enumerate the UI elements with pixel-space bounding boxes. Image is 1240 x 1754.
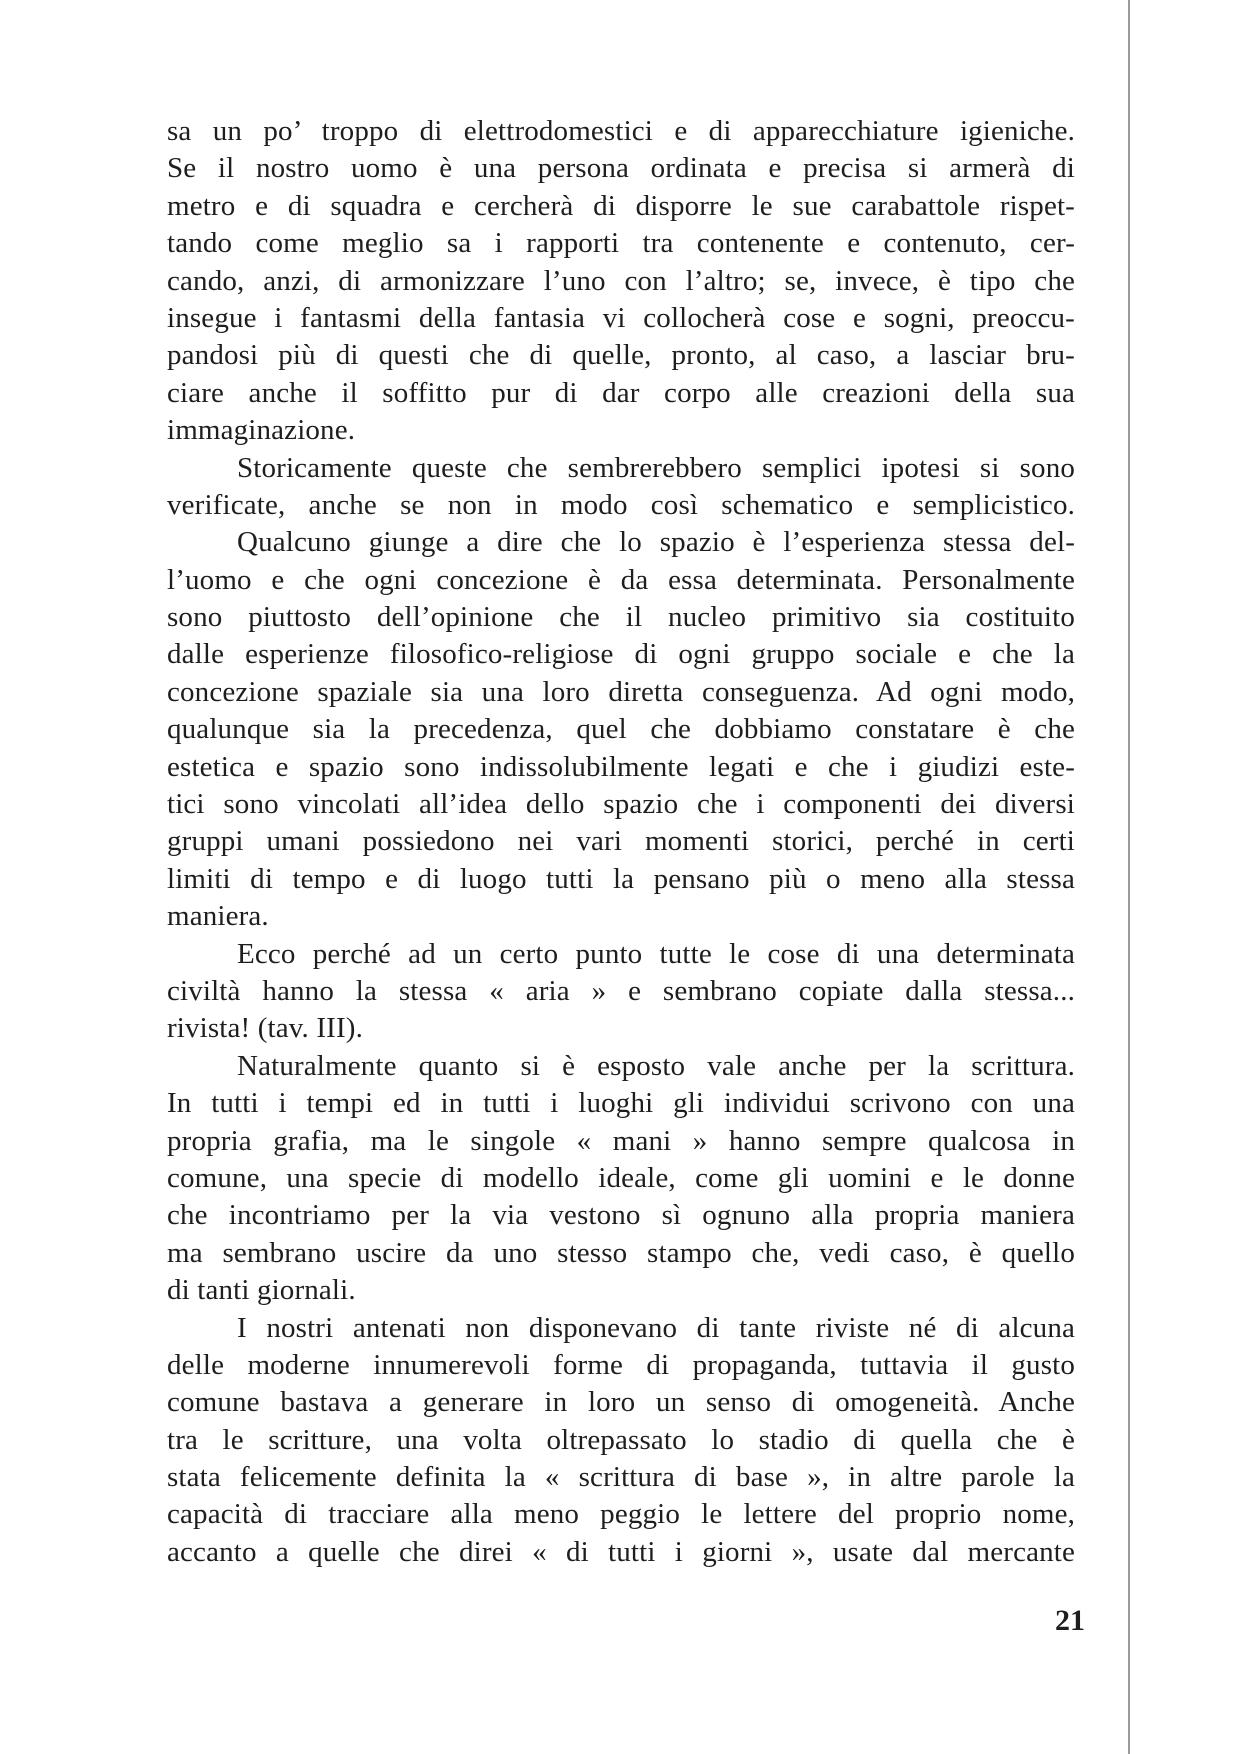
text-line: qualunque sia la precedenza, quel che dobbiamo constatare è che: [167, 713, 1075, 746]
text-line: civiltà hanno la stessa « aria » e sembrano copiate dalla stessa...: [167, 974, 1075, 1007]
body-text: [167, 113, 1075, 1571]
text-line: Storicamente queste che sembrerebbero semplici ipotesi si sono: [237, 451, 1075, 484]
text-line: tra le scritture, una volta oltrepassato lo stadio di quella che è: [167, 1423, 1075, 1456]
text-line: Ecco perché ad un certo punto tutte le cose di una determinata: [237, 937, 1075, 970]
text-line: pandosi più di questi che di quelle, pronto, al caso, a lasciar bru-: [167, 339, 1075, 372]
text-line: estetica e spazio sono indissolubilmente legati e che i giudizi este-: [167, 750, 1075, 783]
text-line: comune, una specie di modello ideale, come gli uomini e le donne: [167, 1161, 1075, 1194]
text-line: ma sembrano uscire da uno stesso stampo che, vedi caso, è quello: [167, 1236, 1075, 1269]
text-line: insegue i fantasmi della fantasia vi collocherà cose e sogni, preoccu-: [167, 301, 1075, 334]
text-line: cando, anzi, di armonizzare l’uno con l’altro; se, invece, è tipo che: [167, 264, 1075, 297]
text-line: Naturalmente quanto si è esposto vale anche per la scrittura.: [237, 1049, 1075, 1082]
text-line: ciare anche il soffitto pur di dar corpo alle creazioni della sua: [167, 376, 1075, 409]
text-line: I nostri antenati non disponevano di tante riviste né di alcuna: [237, 1311, 1075, 1344]
text-line: Qualcuno giunge a dire che lo spazio è l’esperienza stessa del-: [237, 526, 1075, 559]
text-line: Se il nostro uomo è una persona ordinata e precisa si armerà di: [167, 152, 1075, 185]
text-line: maniera.: [167, 900, 269, 933]
text-line: In tutti i tempi ed in tutti i luoghi gli individui scrivono con una: [167, 1087, 1075, 1120]
text-line: metro e di squadra e cercherà di disporre le sue carabattole rispet-: [167, 189, 1075, 222]
page-edge-divider: [1128, 0, 1130, 1754]
text-line: gruppi umani possiedono nei vari momenti storici, perché in certi: [167, 825, 1075, 858]
text-line: di tanti giornali.: [167, 1274, 356, 1307]
text-line: sono piuttosto dell’opinione che il nucleo primitivo sia costituito: [167, 601, 1075, 634]
text-line: dalle esperienze filosofico-religiose di ogni gruppo sociale e che la: [167, 638, 1075, 671]
text-line: concezione spaziale sia una loro diretta conseguenza. Ad ogni modo,: [167, 675, 1075, 708]
text-line: tici sono vincolati all’idea dello spazio che i componenti dei diversi: [167, 788, 1075, 821]
text-line: propria grafia, ma le singole « mani » hanno sempre qualcosa in: [167, 1124, 1075, 1157]
text-line: verificate, anche se non in modo così schematico e semplicistico.: [167, 488, 1075, 521]
text-line: sa un po’ troppo di elettrodomestici e di apparecchiature igieniche.: [167, 115, 1075, 147]
text-line: comune bastava a generare in loro un senso di omogeneità. Anche: [167, 1386, 1075, 1419]
page-number: 21: [1055, 1604, 1085, 1637]
text-line: limiti di tempo e di luogo tutti la pensano più o meno alla stessa: [167, 862, 1075, 895]
text-line: che incontriamo per la via vestono sì ognuno alla propria maniera: [167, 1199, 1075, 1232]
text-line: stata felicemente definita la « scrittura di base », in altre parole la: [167, 1461, 1075, 1494]
text-line: accanto a quelle che direi « di tutti i giorni », usate dal mercante: [167, 1535, 1075, 1568]
text-line: capacità di tracciare alla meno peggio le lettere del proprio nome,: [167, 1498, 1075, 1531]
text-line: l’uomo e che ogni concezione è da essa determinata. Personalmente: [167, 563, 1075, 596]
text-line: tando come meglio sa i rapporti tra contenente e contenuto, cer-: [167, 227, 1075, 260]
text-line: immaginazione.: [167, 414, 356, 447]
text-line: delle moderne innumerevoli forme di propaganda, tuttavia il gusto: [167, 1348, 1075, 1381]
text-line: rivista! (tav. III).: [167, 1012, 363, 1045]
